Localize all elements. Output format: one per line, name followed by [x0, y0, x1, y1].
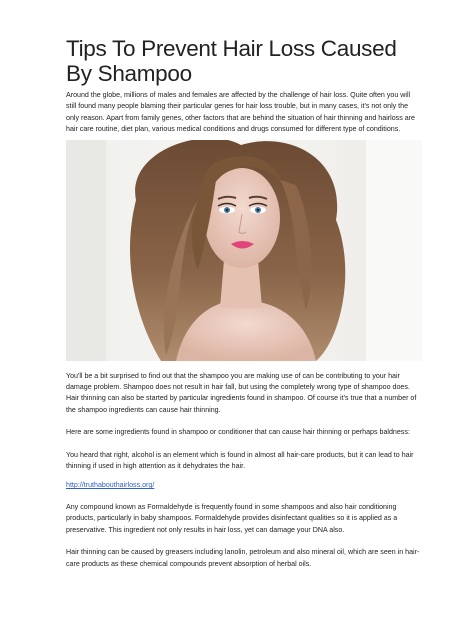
- intro-paragraph: Around the globe, millions of males and females are affected by the challenge of hair loss. Quite often you will still found many people blaming their particular genes for hair loss trouble, but in many cases, it's not only the only reason. Apart from family genes, other factors that are behind the situation of hair thinning and hairloss are hair care routine, diet plan, various medical conditions and drugs consumed for different type of conditions.: [66, 91, 415, 134]
- paragraph-ingredients-intro: Here are some ingredients found in shampoo or conditioner that can cause hair thinning or perhaps baldness:: [66, 428, 410, 437]
- source-link[interactable]: http://truthabouthairloss.org/: [66, 481, 155, 490]
- paragraph-greasers: Hair thinning can be caused by greasers including lanolin, petroleum and also mineral oil, which are seen in hair-care products as these chemical compounds prevent absorption of herbal oils.: [66, 548, 420, 568]
- article-title: Tips To Prevent Hair Loss Caused By Shampoo: [66, 36, 397, 86]
- hero-image: [66, 140, 422, 361]
- portrait-photo-icon: [66, 140, 422, 361]
- paragraph-formaldehyde: Any compound known as Formaldehyde is frequently found in some shampoos and also hair conditioning products, particularly in baby shampoos. Formaldehyde provides disinfectant qualities so it is applied as a preservative. This ingredient not only results in hair loss, yet can damage your DNA also.: [66, 502, 398, 534]
- paragraph-alcohol: You heard that right, alcohol is an element which is found in almost all hair-care products, but it can lead to hair thinning if used in high attention as it dehydrates the hair.: [66, 450, 414, 471]
- paragraph-shampoo-damage: You'll be a bit surprised to find out that the shampoo you are making use of can be contributing to your hair damage problem. Shampoo does not result in hair fall, but using the completely wrong type of shampoo does. Hair thinning can also be started by particular ingredients found in shampoo. Of course it's true that a number of the shampoo ingredients can cause hair thinning.: [66, 371, 417, 414]
